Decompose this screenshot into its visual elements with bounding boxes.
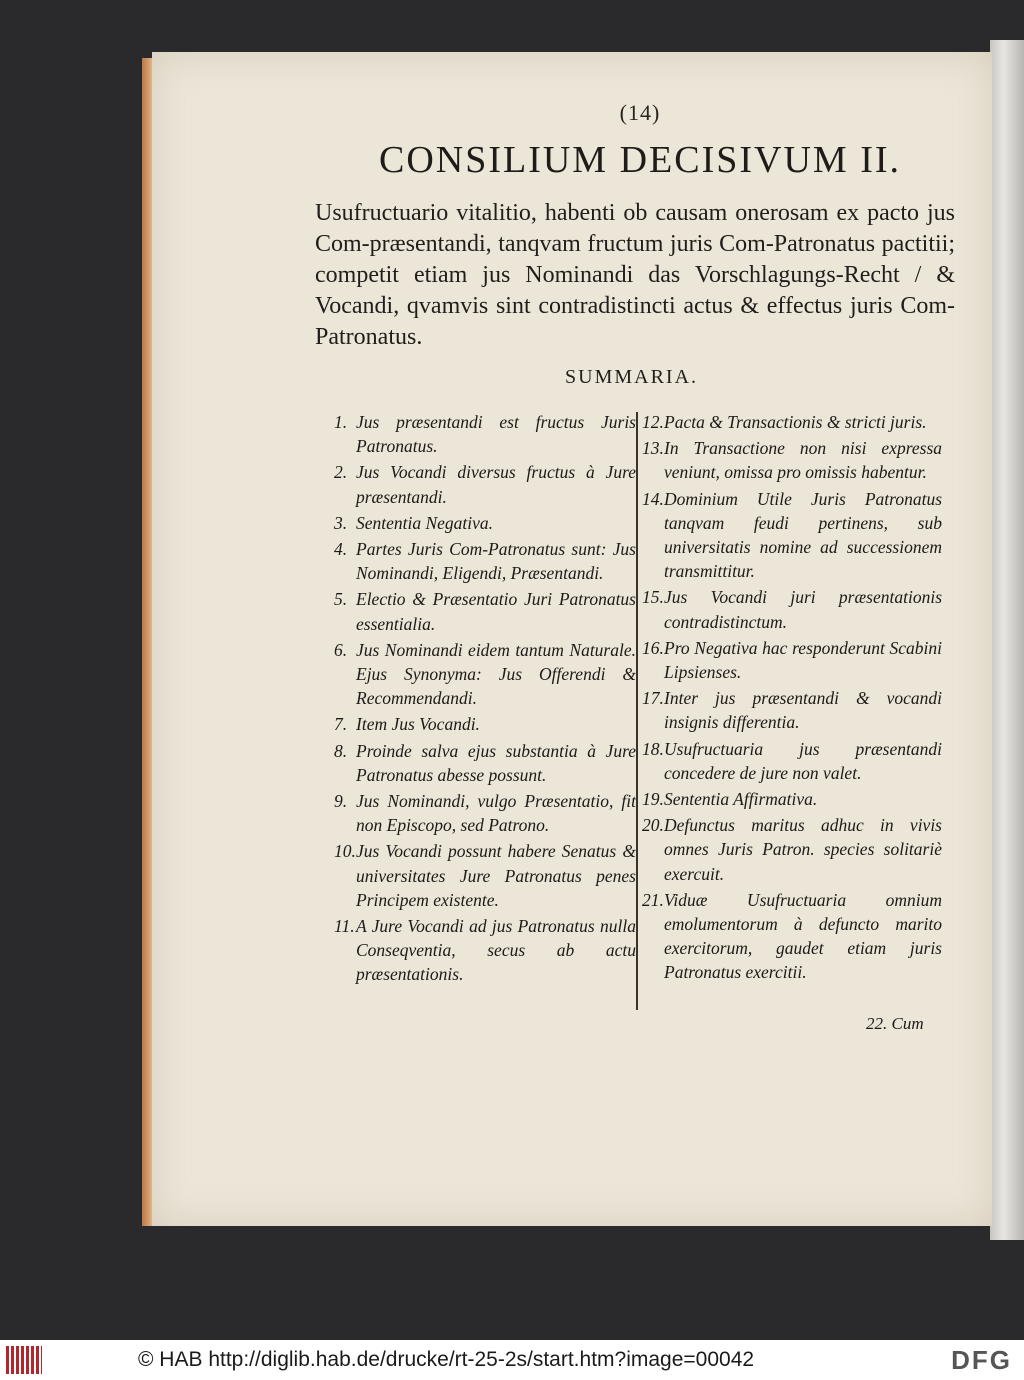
item-text: Pro Negativa hac responderunt Scabini Lipsienses. bbox=[664, 637, 942, 683]
list-item bbox=[642, 686, 942, 734]
item-number: 17. bbox=[642, 688, 664, 709]
list-item bbox=[642, 888, 942, 985]
item-text: In Transactione non nisi expressa veniunt, omissa pro omissis habentur. bbox=[664, 438, 942, 483]
item-text: Proinde salva ejus substantia à Jure Patronatus abesse possunt. bbox=[356, 740, 636, 785]
item-number: 1. bbox=[334, 412, 348, 432]
summaria-left-column bbox=[334, 410, 636, 989]
next-page-edge bbox=[990, 40, 1024, 1240]
list-item bbox=[334, 638, 636, 711]
item-number: 11. bbox=[334, 916, 355, 937]
item-number: 13. bbox=[642, 438, 664, 459]
item-number: 10. bbox=[334, 841, 356, 862]
item-text: Jus Nominandi, vulgo Præsentatio, fit non Episcopo, sed Patrono. bbox=[356, 791, 636, 836]
item-text: Defunctus maritus adhuc in vivis omnes Juris Patron. species solitariè exercuit. bbox=[664, 815, 942, 884]
catchword: 22. Cum bbox=[866, 1014, 924, 1033]
item-text: Jus Vocandi juri præsentationis contradistinctum. bbox=[664, 587, 942, 632]
item-text: Jus Vocandi possunt habere Senatus & universitates Jure Patronatus penes Principem existente. bbox=[356, 841, 636, 910]
item-number: 20. bbox=[642, 815, 664, 836]
list-item bbox=[334, 460, 636, 508]
item-number: 15. bbox=[642, 587, 664, 608]
item-number: 2. bbox=[334, 462, 348, 483]
list-item bbox=[642, 737, 942, 785]
list-item bbox=[334, 789, 636, 837]
item-number: 8. bbox=[334, 740, 348, 761]
item-text: Inter jus præsentandi & vocandi insignis differentia. bbox=[664, 688, 942, 733]
list-item bbox=[334, 511, 636, 535]
page-number: (14) bbox=[619, 100, 661, 125]
list-item bbox=[642, 436, 942, 484]
summaria-heading: SUMMARIA. bbox=[565, 366, 699, 388]
list-item bbox=[642, 410, 942, 434]
list-item bbox=[334, 537, 636, 585]
item-text: Electio & Præsentatio Juri Patronatus essentialia. bbox=[356, 589, 636, 634]
item-number: 18. bbox=[642, 738, 664, 759]
list-item bbox=[334, 914, 636, 987]
list-item bbox=[334, 712, 636, 736]
list-item bbox=[642, 787, 942, 811]
item-text: Sententia Affirmativa. bbox=[664, 789, 818, 810]
item-number: 16. bbox=[642, 637, 664, 658]
list-item bbox=[334, 587, 636, 635]
item-text: Jus Nominandi eidem tantum Naturale. Ejus Synonyma: Jus Offerendi & Recommendandi. bbox=[356, 639, 636, 709]
list-item bbox=[642, 813, 942, 886]
item-text: Jus præsentandi est fructus Juris Patronatus. bbox=[356, 412, 636, 457]
page-subtitle: Usufructuario vitalitio, habenti ob causam onerosam ex pacto jus Com-præsentandi, tanqvam fructum juris Com-Patronatus pactitii; competit etiam jus Nominandi das Vorschlagungs-Recht / & Vocandi, qvamvis sint contradistincti actus & effectus juris Com-Patronatus. bbox=[315, 200, 955, 350]
column-divider bbox=[636, 412, 638, 1010]
item-text: Usufructuaria jus præsentandi concedere de jure non valet. bbox=[664, 738, 942, 783]
list-item bbox=[642, 585, 942, 633]
list-item bbox=[334, 839, 636, 912]
item-number: 14. bbox=[642, 488, 664, 509]
summaria-right-column bbox=[642, 410, 942, 987]
item-text: Viduæ Usufructuaria omnium emolumentorum à defuncto marito exercitorum, gaudet etiam juris Patronatus exercitii. bbox=[664, 889, 942, 983]
item-number: 3. bbox=[334, 512, 348, 533]
item-number: 5. bbox=[334, 589, 348, 610]
page-title: CONSILIUM DECISIVUM II. bbox=[378, 139, 902, 181]
item-text: A Jure Vocandi ad jus Patronatus nulla Conseqventia, secus ab actu præsentationis. bbox=[356, 916, 636, 985]
dfg-logo: DFG bbox=[951, 1344, 1012, 1375]
item-text: Pacta & Transactionis & stricti juris. bbox=[664, 412, 927, 432]
list-item bbox=[642, 487, 942, 584]
list-item bbox=[334, 410, 636, 458]
item-number: 12. bbox=[642, 412, 664, 432]
list-item bbox=[334, 739, 636, 787]
item-number: 9. bbox=[334, 791, 348, 812]
footer-bar bbox=[0, 1340, 1024, 1380]
item-number: 6. bbox=[334, 639, 348, 660]
item-number: 19. bbox=[642, 789, 664, 810]
item-text: Sententia Negativa. bbox=[356, 512, 494, 533]
item-text: Partes Juris Com-Patronatus sunt: Jus Nominandi, Eligendi, Præsentandi. bbox=[356, 539, 636, 584]
item-number: 7. bbox=[334, 714, 348, 735]
footer-url[interactable]: © HAB http://diglib.hab.de/drucke/rt-25-2s/start.htm?image=00042 bbox=[138, 1348, 755, 1371]
item-text: Dominium Utile Juris Patronatus tanqvam feudi pertinens, sub universitatis nomine ad successionem transmittitur. bbox=[664, 488, 942, 582]
item-number: 4. bbox=[334, 539, 348, 560]
hab-logo-icon bbox=[6, 1346, 42, 1374]
list-item bbox=[642, 636, 942, 684]
item-text: Jus Vocandi diversus fructus à Jure præsentandi. bbox=[356, 462, 636, 507]
item-number: 21. bbox=[642, 889, 664, 910]
item-text: Item Jus Vocandi. bbox=[356, 714, 480, 735]
